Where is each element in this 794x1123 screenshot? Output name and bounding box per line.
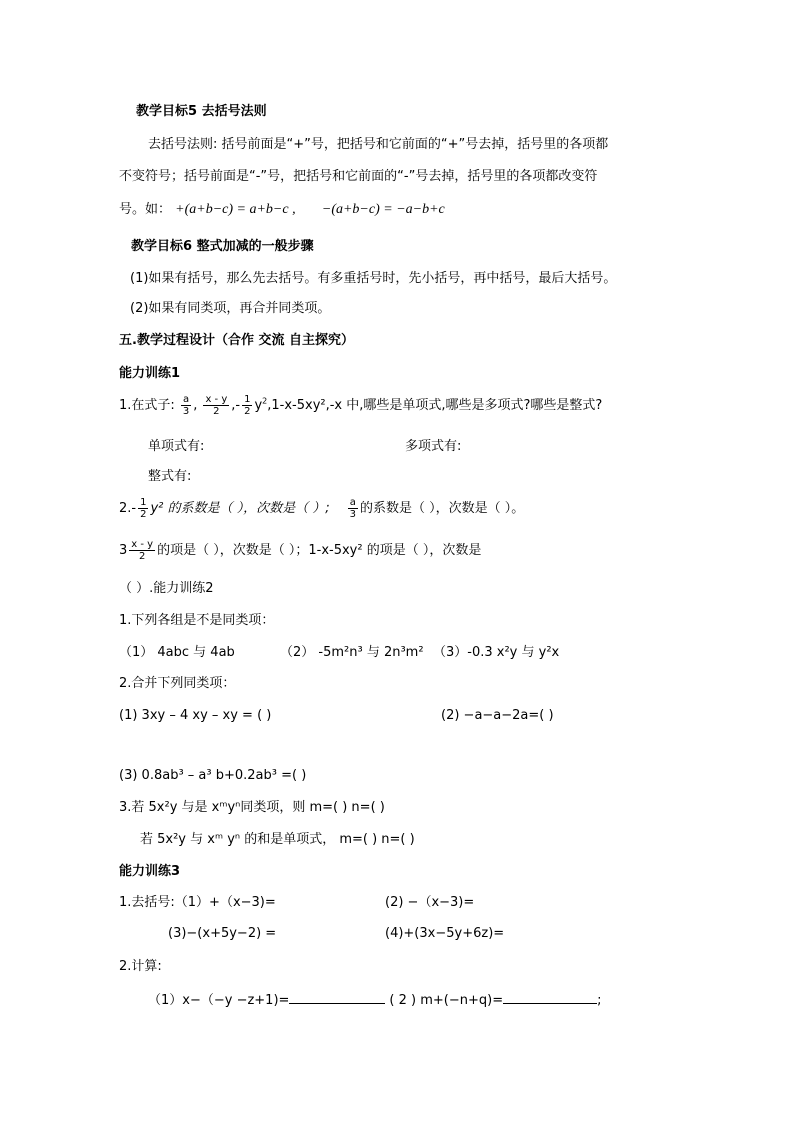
goal5-example-prefix: 号。如： bbox=[119, 202, 172, 217]
training3-q1-d: (4)+(3x−5y+6z)= bbox=[385, 926, 505, 941]
training3-q2-row bbox=[148, 991, 602, 1007]
q1-suffix: ,1-x-5xy²,-x 中,哪些是单项式,哪些是多项式?哪些是整式? bbox=[267, 398, 603, 413]
q1-y-term: y bbox=[254, 398, 263, 413]
goal5-heading: 教学目标5 去括号法则 bbox=[136, 104, 267, 119]
training2-q3b: 若 5x²y 与 xᵐ yⁿ 的和是单项式， m=( ) n=( ) bbox=[140, 832, 415, 847]
goal6-step1: (1)如果有括号，那么先去括号。有多重括号时，先小括号，再中括号，最后大括号。 bbox=[130, 271, 617, 286]
training3-heading: 能力训练3 bbox=[119, 864, 181, 879]
q2-part1: y² 的系数是（ ），次数是（ ）; bbox=[150, 501, 330, 516]
training2-q1-a: （1） 4abc 与 4ab bbox=[119, 645, 235, 660]
training2-q1-b: （2） -5m²n³ 与 2n³m² bbox=[280, 645, 424, 660]
training3-q2-end: ; bbox=[597, 993, 602, 1008]
q3-prefix: 3 bbox=[119, 543, 128, 558]
q2-part2: 的系数是（ ），次数是（ ）。 bbox=[360, 501, 525, 516]
goal5-rule-line2: 不变符号；括号前面是“-”号，把括号和它前面的“-”号去掉，括号里的各项都改变符 bbox=[119, 169, 598, 184]
training3-q1-b: (2) −（x−3)= bbox=[385, 895, 475, 910]
polynomial-label: 多项式有: bbox=[405, 439, 462, 454]
fraction-a-over-3: $\frac{a}{3}$ bbox=[349, 497, 357, 520]
training1-q2 bbox=[119, 497, 524, 520]
training3-q1-a: 1.去括号:（1）+（x−3)= bbox=[119, 895, 276, 910]
training2-q2-c: (3) 0.8ab³ – a³ b+0.2ab³ =( ) bbox=[119, 768, 307, 783]
goal5-formula-plus: +(a+b−c) = a+b−c , bbox=[175, 202, 296, 217]
goal6-step2: (2)如果有同类项，再合并同类项。 bbox=[130, 301, 331, 316]
training2-q2-a: (1) 3xy – 4 xy – xy = ( ) bbox=[119, 708, 272, 723]
fraction-a-over-3: $\frac{a}{3}$ bbox=[182, 394, 190, 417]
training1-q3-cont: （ ）.能力训练2 bbox=[119, 581, 214, 596]
training3-q2-a: （1）x−（−y −z+1)= bbox=[148, 993, 290, 1008]
goal5-formula-minus: −(a+b−c) = −a−b+c bbox=[321, 202, 445, 217]
training3-q1-c: (3)−(x+5y−2) = bbox=[168, 926, 277, 941]
training1-q3 bbox=[119, 539, 481, 562]
answer-blank bbox=[503, 991, 597, 1004]
goal5-rule-line1: 去括号法则: 括号前面是“+”号，把括号和它前面的“+”号去掉，括号里的各项都 bbox=[148, 137, 609, 152]
fraction-1-over-2: $\frac{1}{2}$ bbox=[140, 497, 147, 520]
fraction-1-over-2: $\frac{1}{2}$ bbox=[244, 394, 251, 417]
training3-q2-b: ( 2 ) m+(−n+q)= bbox=[389, 993, 504, 1008]
integral-label: 整式有: bbox=[148, 469, 192, 484]
training2-q1-c: （3）-0.3 x²y 与 y²x bbox=[433, 645, 560, 660]
monomial-label: 单项式有: bbox=[148, 439, 205, 454]
fraction-x-minus-y-over-2: $\frac{x - y}{2}$ bbox=[131, 539, 154, 562]
q2-prefix: 2.- bbox=[119, 501, 137, 516]
q3-part1: 的项是（ ），次数是（ ）；1-x-5xy² 的项是（ ），次数是 bbox=[157, 543, 482, 558]
q1-prefix: 1.在式子: bbox=[119, 398, 179, 413]
answer-blank bbox=[289, 991, 385, 1004]
training1-heading: 能力训练1 bbox=[119, 366, 181, 381]
fraction-x-minus-y-over-2: $\frac{x - y}{2}$ bbox=[205, 394, 228, 417]
goal5-rule-line3 bbox=[119, 203, 445, 217]
training2-q2: 2.合并下列同类项： bbox=[119, 676, 236, 691]
training2-q3: 3.若 5x²y 与是 xᵐyⁿ同类项，则 m=( ) n=( ) bbox=[119, 800, 385, 815]
section5-heading: 五.教学过程设计（合作 交流 自主探究） bbox=[119, 333, 354, 348]
training3-q2: 2.计算: bbox=[119, 959, 162, 974]
goal6-heading: 教学目标6 整式加减的一般步骤 bbox=[131, 239, 314, 254]
training2-q2-b: (2) −a−a−2a=( ) bbox=[441, 708, 554, 723]
training1-q1: 1.在式子: $\frac{a}{3}$ , $\frac{x - y}{2}$ ,- $\frac{1}{2}$ $y^2,1-x-5xy^2,-x$ 中,哪些是单项式,哪些是多项式?哪些是整式? bbox=[119, 394, 603, 417]
training2-q1: 1.下列各组是不是同类项： bbox=[119, 613, 275, 628]
